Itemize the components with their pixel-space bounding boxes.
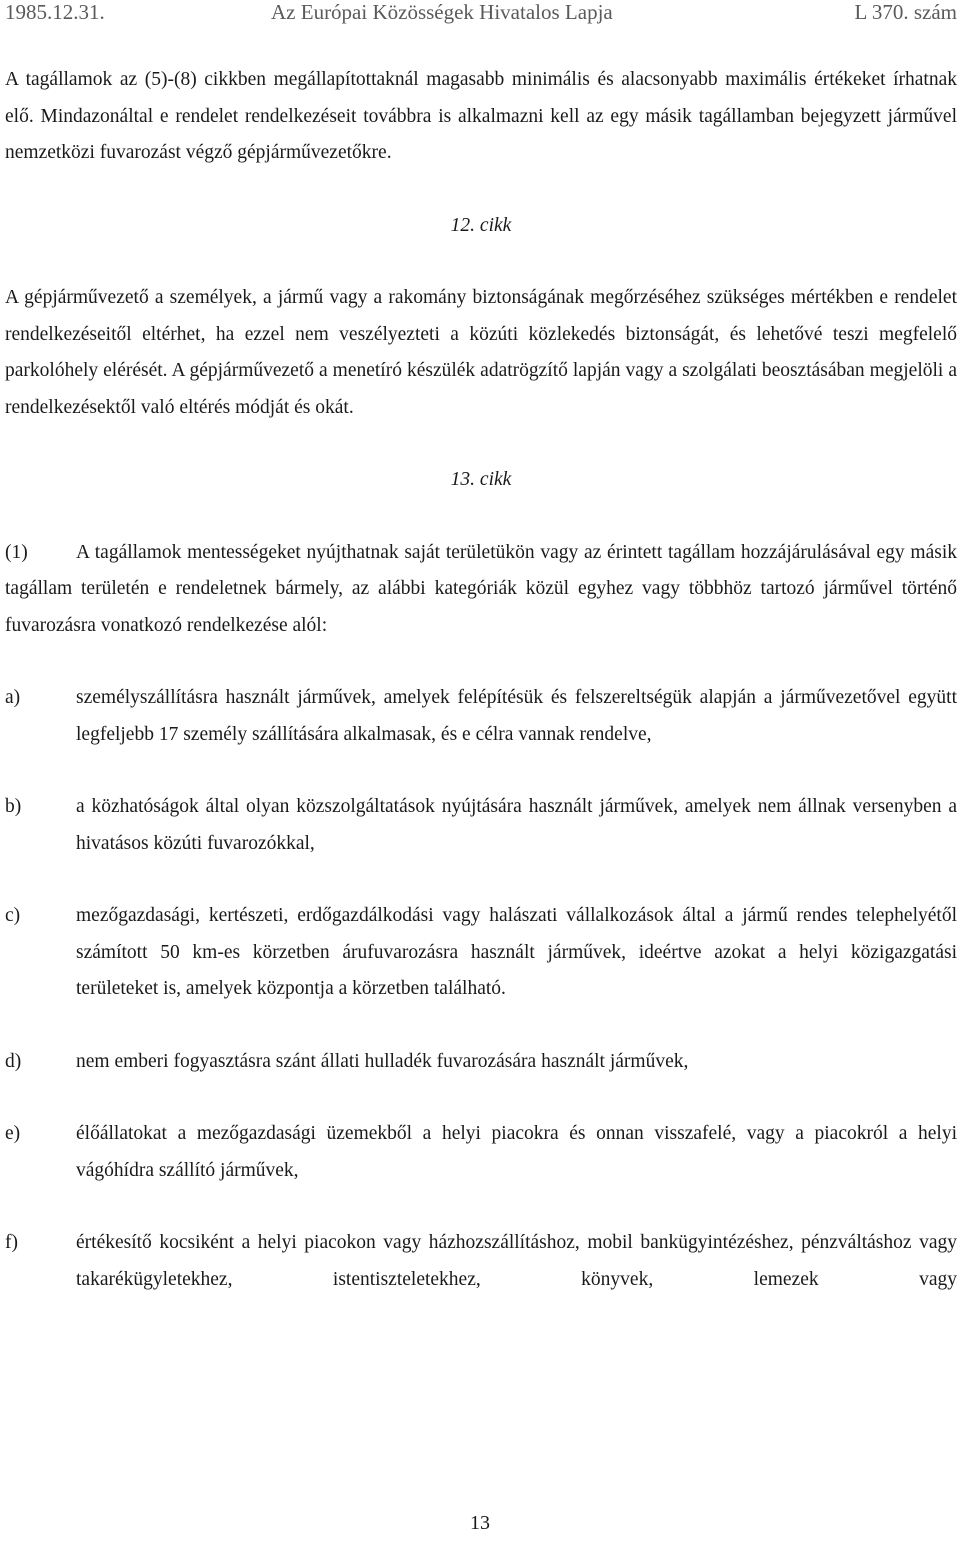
- list-item-c: [5, 898, 957, 1008]
- list-item-label: a): [5, 687, 21, 708]
- list-item-text: nem emberi fogyasztásra szánt állati hulladék fuvarozására használt járművek,: [76, 1050, 689, 1072]
- list-item-text: a közhatóságok által olyan közszolgáltatások nyújtására használt járművek, amelyek nem állnak versenyben a hivatásos közúti fuvarozókkal,: [76, 796, 957, 854]
- list-item-text: értékesítő kocsiként a helyi piacokon vagy házhozszállításhoz, mobil bankügyintézéshez, pénzváltáshoz vagy takarékügyletekhez, istentiszteletekhez, könyvek, lemezek vagy: [76, 1232, 957, 1290]
- header-date: 1985.12.31.: [5, 0, 105, 24]
- header-journal-title: Az Európai Közösségek Hivatalos Lapja: [271, 0, 613, 24]
- list-item-text: élőállatokat a mezőgazdasági üzemekből a helyi piacokra és onnan visszafelé, vagy a piacokról a helyi vágóhídra szállító járművek,: [76, 1123, 957, 1181]
- header-issue-number: L 370. szám: [854, 0, 957, 24]
- article-12-heading: 12. cikk: [450, 214, 512, 236]
- paragraph-text: A tagállamok mentességeket nyújthatnak saját területükön vagy az érintett tagállam hozzájárulásával egy másik tagállam területén e rendeletnek bármely, az alábbi kategóriák közül egyhez vagy többhöz tartozó járművel történő fuvarozásra vonatkozó rendelkezése alól:: [5, 541, 957, 636]
- intro-paragraph: A tagállamok az (5)-(8) cikkben megállapítottaknál magasabb minimális és alacsonyabb maximális értékeket írhatnak elő. Mindazonáltal e rendelet rendelkezéseit továbbra is alkalmazni kell az egy másik tagállamban bejegyzett járművel nemzetközi fuvarozást végző gépjárművezetőkre.: [5, 69, 957, 163]
- list-item-d: [5, 1044, 957, 1081]
- list-item-text: mezőgazdasági, kertészeti, erdőgazdálkodási vagy halászati vállalkozások által a jármű rendes telephelyétől számított 50 km-es körzetben árufuvarozásra használt járművek, ideértve azokat a helyi közigazgatási területeket is, amelyek központja a körzetben található.: [76, 905, 957, 999]
- list-item-f: [5, 1225, 957, 1298]
- article-13-heading: 13. cikk: [450, 469, 512, 490]
- list-item-label: d): [5, 1050, 22, 1072]
- paragraph-number: (1): [5, 541, 28, 563]
- article-12-text: A gépjárművezető a személyek, a jármű vagy a rakomány biztonságának megőrzéséhez szükséges mértékben e rendelet rendelkezéseitől eltérhet, ha ezzel nem veszélyezteti a közúti közlekedés biztonságát, és lehetővé teszi megfelelő parkolóhely elérését. A gépjárművezető a menetíró készülék adatrögzítő lapján vagy a szolgálati beosztásában megjelöli a rendelkezésektől való eltérés módját és okát.: [5, 287, 957, 418]
- list-item-label: c): [5, 905, 21, 926]
- list-item-text: személyszállításra használt járművek, amelyek felépítésük és felszereltségük alapján a járművezetővel együtt legfeljebb 17 személy szállítására alkalmasak, és e célra vannak rendelve,: [76, 687, 957, 745]
- article-13-paragraph-1: [5, 535, 957, 645]
- list-item-label: b): [5, 796, 22, 817]
- list-item-a: [5, 680, 957, 753]
- list-item-e: [5, 1116, 957, 1189]
- list-item-label: e): [5, 1123, 21, 1144]
- page-footer: [0, 1508, 960, 1538]
- page-number: 13: [470, 1512, 490, 1534]
- document-body: [5, 62, 957, 1298]
- list-item-b: [5, 789, 957, 862]
- page-header: [5, 0, 957, 27]
- list-item-label: f): [5, 1232, 18, 1253]
